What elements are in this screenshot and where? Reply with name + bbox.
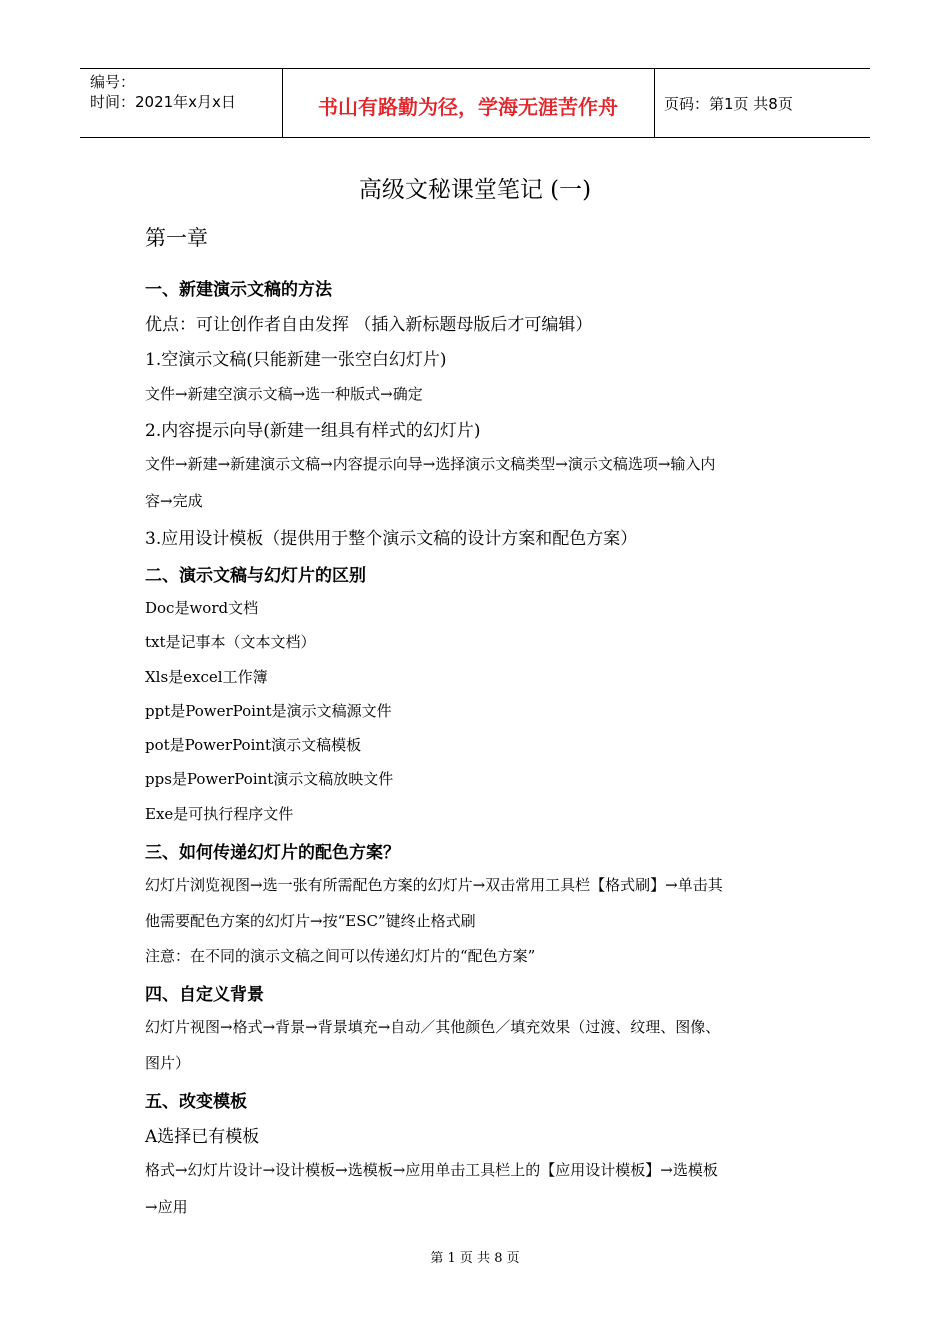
paragraph-line: 幻灯片视图→格式→背景→背景填充→自动／其他颜色／填充效果（过渡、纹理、图像、 [145, 1018, 721, 1036]
section-heading-2: 二、演示文稿与幻灯片的区别 [145, 566, 366, 586]
paragraph-line: ppt是PowerPoint是演示文稿源文件 [145, 702, 392, 720]
paragraph-line: A选择已有模板 [145, 1127, 260, 1147]
paragraph-line: pps是PowerPoint演示文稿放映文件 [145, 770, 394, 788]
chapter-heading: 第一章 [145, 226, 208, 250]
page-footer: 第 1 页 共 8 页 [430, 1251, 520, 1266]
paragraph-line: 文件→新建→新建演示文稿→内容提示向导→选择演示文稿类型→演示文稿选项→输入内 [145, 455, 716, 473]
paragraph-line: 图片） [145, 1054, 191, 1072]
section-heading-1: 一、新建演示文稿的方法 [145, 280, 332, 300]
paragraph-line: →应用 [145, 1198, 188, 1216]
paragraph-line: 2.内容提示向导(新建一组具有样式的幻灯片) [145, 421, 481, 441]
paragraph-line: 优点：可让创作者自由发挥 （插入新标题母版后才可编辑） [145, 315, 593, 335]
document-title: 高级文秘课堂笔记 (一) [358, 177, 592, 203]
motto: 书山有路勤为径，学海无涯苦作舟 [318, 95, 618, 119]
header-motto-cell [282, 69, 655, 137]
section-heading-4: 四、自定义背景 [145, 985, 264, 1005]
paragraph-line: 格式→幻灯片设计→设计模板→选模板→应用单击工具栏上的【应用设计模板】→选模板 [145, 1161, 718, 1179]
paragraph-line: Exe是可执行程序文件 [145, 805, 294, 823]
paragraph-line: 幻灯片浏览视图→选一张有所需配色方案的幻灯片→双击常用工具栏【格式刷】→单击其 [145, 876, 723, 894]
paragraph-line: pot是PowerPoint演示文稿模板 [145, 736, 362, 754]
paragraph-line: 文件→新建空演示文稿→选一种版式→确定 [145, 385, 423, 403]
page-info: 页码：第1页 共8页 [664, 95, 793, 113]
paragraph-line: Xls是excel工作簿 [145, 668, 268, 686]
header-page-cell [654, 69, 870, 137]
header-meta-cell [80, 69, 283, 137]
section-heading-3: 三、如何传递幻灯片的配色方案？ [145, 843, 400, 863]
paragraph-line: 注意：在不同的演示文稿之间可以传递幻灯片的“配色方案” [145, 947, 536, 965]
section-heading-5: 五、改变模板 [145, 1092, 247, 1112]
paragraph-line: 1.空演示文稿(只能新建一张空白幻灯片) [145, 350, 447, 370]
header-table [80, 68, 870, 138]
paragraph-line: 容→完成 [145, 492, 203, 510]
document-number-label: 编号： [90, 73, 136, 91]
paragraph-line: txt是记事本（文本文档） [145, 633, 316, 651]
paragraph-line: 他需要配色方案的幻灯片→按“ESC”键终止格式刷 [145, 912, 476, 930]
document-time-label: 时间：2021年x月x日 [90, 93, 236, 111]
paragraph-line: Doc是word文档 [145, 599, 259, 617]
paragraph-line: 3.应用设计模板（提供用于整个演示文稿的设计方案和配色方案） [145, 529, 638, 549]
